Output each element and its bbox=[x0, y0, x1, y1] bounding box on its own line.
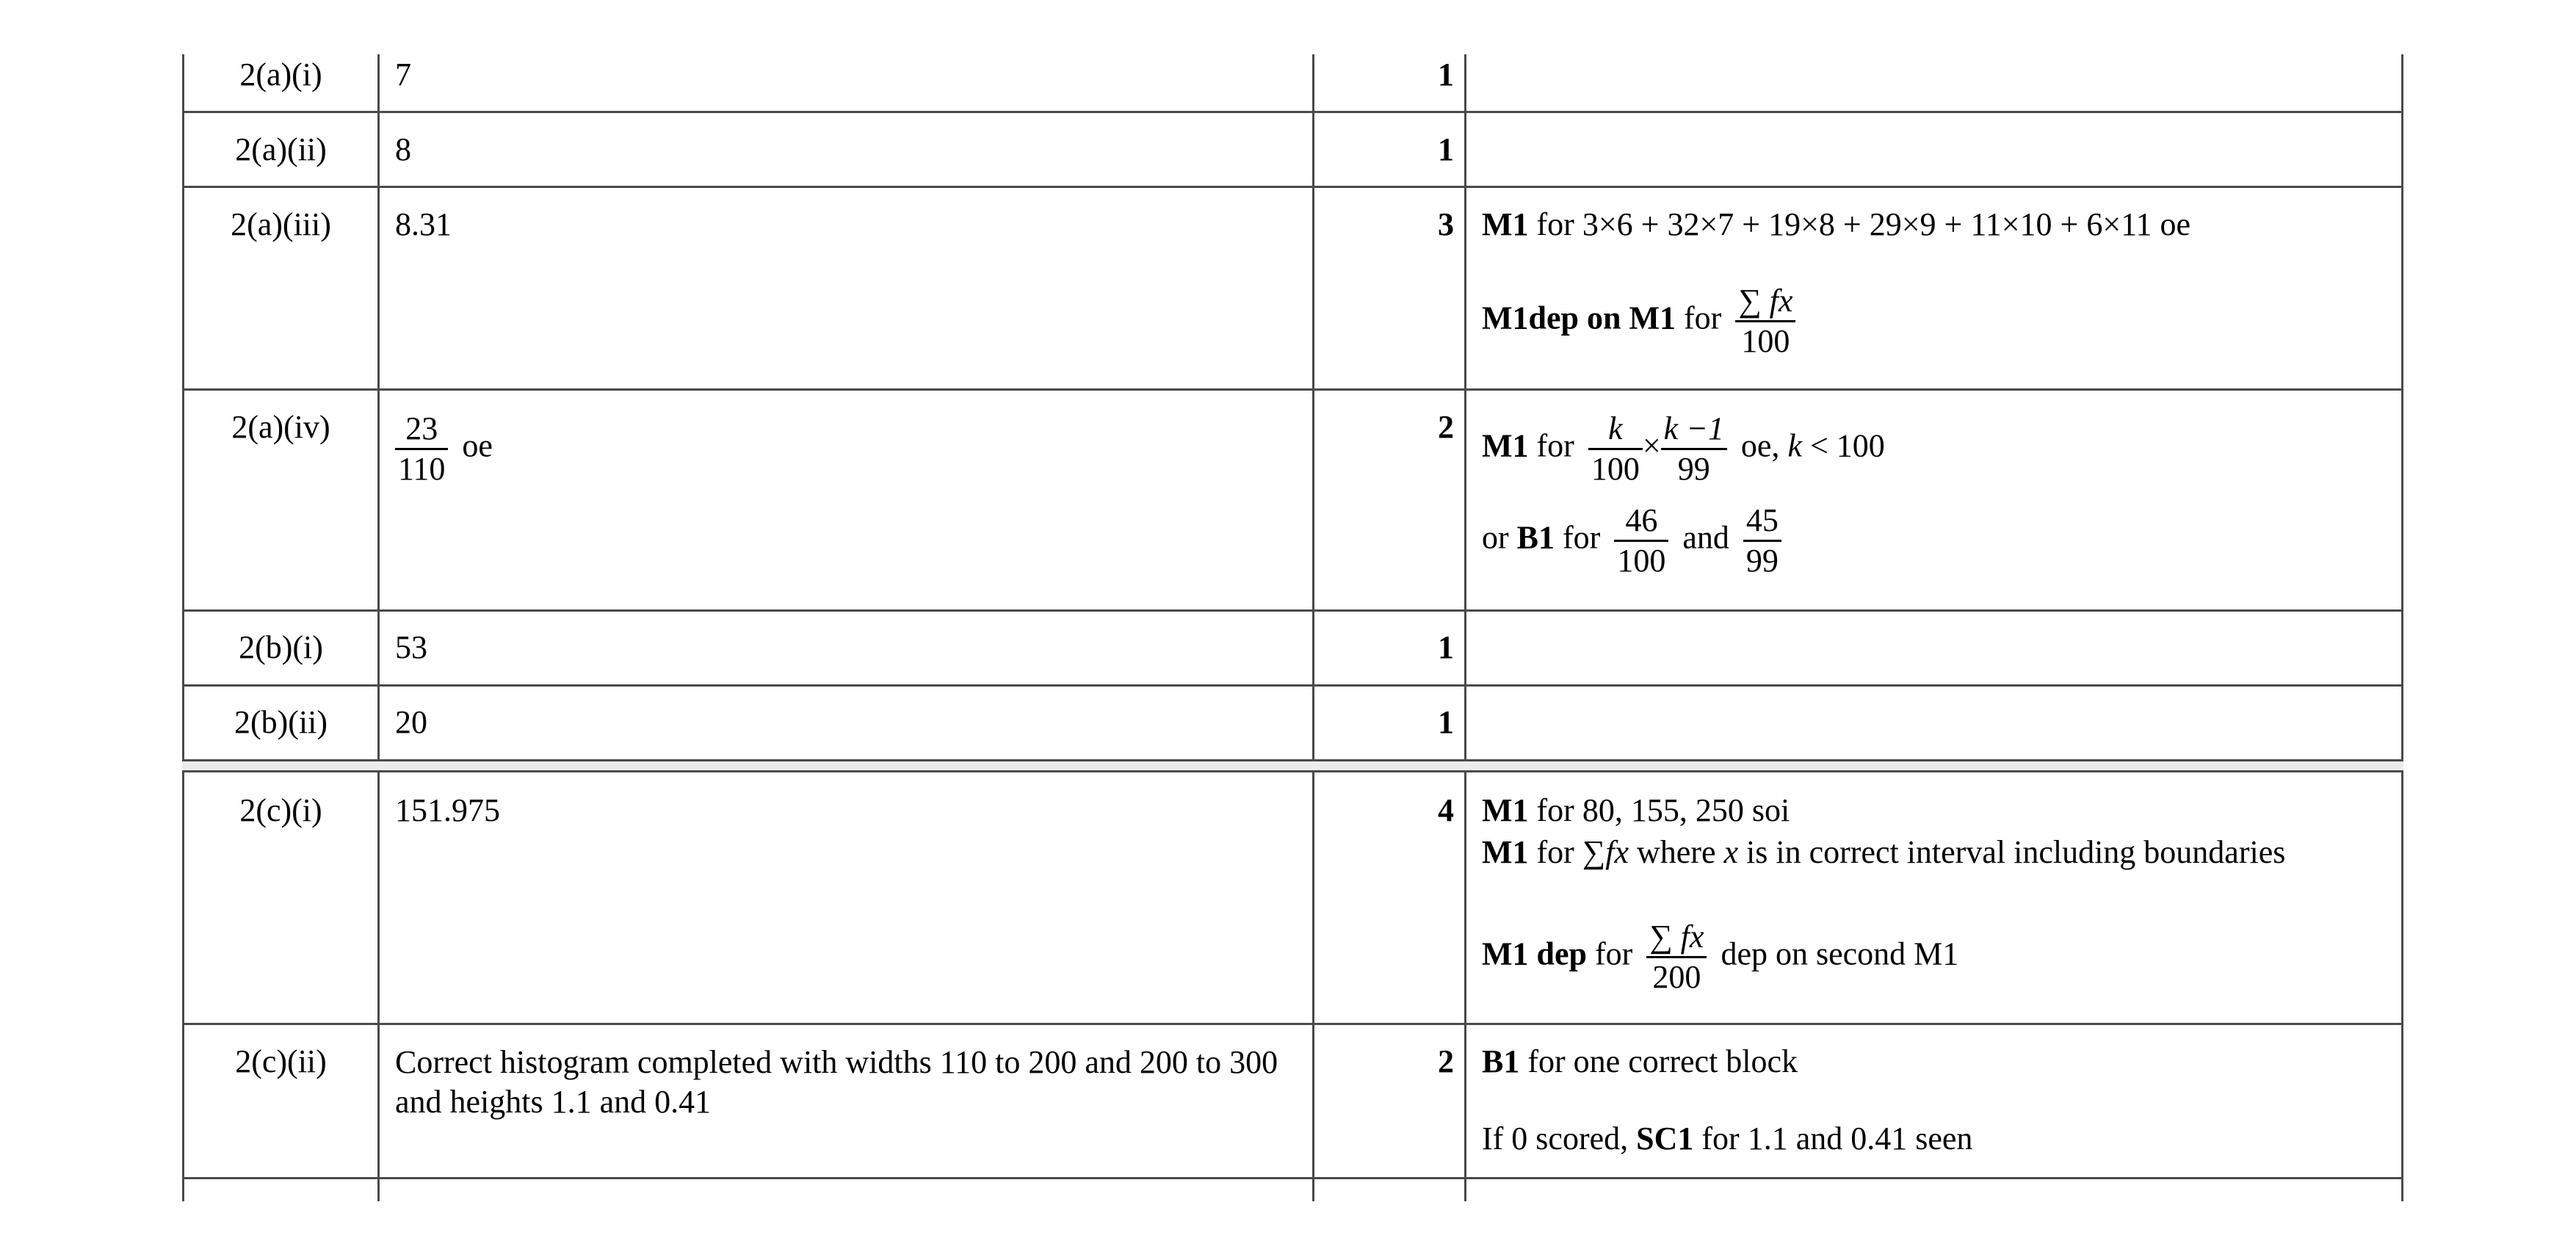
answer-suffix: oe bbox=[462, 427, 493, 464]
fraction bbox=[1735, 282, 1795, 361]
mark-code: M1 dep bbox=[1482, 935, 1587, 972]
marks-cell: 1 bbox=[1438, 629, 1454, 665]
guidance-line bbox=[1482, 502, 1787, 580]
guidance-text: or bbox=[1482, 519, 1509, 556]
answer-cell: 8 bbox=[395, 131, 411, 167]
guidance-line bbox=[1482, 207, 2190, 242]
row-divider bbox=[182, 186, 2403, 188]
mark-code: M1dep on M1 bbox=[1482, 300, 1676, 336]
fraction bbox=[1614, 502, 1668, 580]
times-symbol: × bbox=[1642, 427, 1661, 464]
guidance-text: for bbox=[1536, 427, 1574, 464]
fraction bbox=[1743, 502, 1781, 580]
guidance-line bbox=[1482, 1044, 1798, 1079]
guidance-text: for bbox=[1595, 935, 1633, 972]
fraction-numerator: ∑ fx bbox=[1646, 918, 1707, 958]
fraction bbox=[1661, 410, 1727, 488]
guidance-text: for 1.1 and 0.41 seen bbox=[1701, 1121, 1973, 1156]
variable-x: x bbox=[1723, 834, 1739, 870]
guidance-text: for one correct block bbox=[1527, 1043, 1798, 1079]
column-divider-marks bbox=[1312, 54, 1314, 1201]
answer-cell: Correct histogram completed with widths 110 to 200 and 200 to 300 and heights 1.1 and 0.41 bbox=[395, 1044, 1278, 1120]
mark-code: M1 bbox=[1482, 834, 1529, 870]
guidance-text: oe, bbox=[1740, 427, 1780, 464]
fraction-denominator: 200 bbox=[1652, 959, 1701, 995]
fraction-denominator: 99 bbox=[1677, 451, 1710, 487]
guidance-line bbox=[1482, 918, 1958, 996]
guidance-text: is in correct interval including boundaries bbox=[1746, 834, 2286, 870]
fraction-numerator: 45 bbox=[1743, 502, 1781, 542]
marks-cell: 2 bbox=[1438, 409, 1454, 445]
row-divider bbox=[182, 609, 2403, 612]
fraction-numerator: 23 bbox=[395, 410, 448, 450]
mark-code: B1 bbox=[1516, 519, 1555, 556]
guidance-text: for 3×6 + 32×7 + 19×8 + 29×9 + 11×10 + 6×11 oe bbox=[1536, 206, 2191, 242]
mark-code: M1 bbox=[1482, 792, 1529, 828]
fraction-numerator: k bbox=[1588, 410, 1643, 450]
guidance-text: for bbox=[1563, 519, 1601, 556]
marks-cell: 1 bbox=[1438, 131, 1454, 167]
guidance-text: for bbox=[1536, 834, 1574, 870]
row-divider bbox=[182, 388, 2403, 391]
answer-cell: 151.975 bbox=[395, 792, 500, 828]
guidance-line bbox=[1482, 1121, 1972, 1156]
fraction-numerator: 46 bbox=[1614, 502, 1668, 542]
answer-cell bbox=[389, 410, 493, 488]
marks-cell: 3 bbox=[1438, 206, 1454, 242]
row-divider bbox=[182, 111, 2403, 113]
fraction-denominator: 100 bbox=[1617, 543, 1666, 579]
question-number: 2(b)(i) bbox=[239, 629, 323, 665]
question-number: 2(a)(ii) bbox=[235, 131, 327, 167]
fraction-denominator: 100 bbox=[1591, 451, 1640, 487]
row-divider bbox=[182, 770, 2403, 772]
fraction-denominator: 110 bbox=[398, 451, 446, 487]
variable-k: k bbox=[1787, 427, 1802, 464]
mark-code: SC1 bbox=[1636, 1121, 1694, 1156]
mark-code: M1 bbox=[1482, 206, 1529, 242]
mark-code: B1 bbox=[1482, 1043, 1520, 1079]
guidance-text: < 100 bbox=[1809, 427, 1885, 464]
row-divider bbox=[182, 1177, 2403, 1179]
row-divider bbox=[182, 684, 2403, 687]
sigma-symbol: ∑ bbox=[1582, 834, 1606, 870]
fraction-numerator: k −1 bbox=[1661, 410, 1727, 450]
row-divider bbox=[182, 1023, 2403, 1025]
marks-cell: 1 bbox=[1438, 704, 1454, 740]
mark-code: M1 bbox=[1482, 427, 1529, 464]
row-divider bbox=[182, 759, 2403, 761]
fraction-denominator: 99 bbox=[1745, 543, 1779, 579]
marks-cell: 1 bbox=[1438, 57, 1454, 93]
answer-cell: 7 bbox=[395, 57, 411, 93]
question-number: 2(a)(iii) bbox=[231, 206, 331, 242]
answer-cell: 8.31 bbox=[395, 206, 452, 242]
fraction-denominator: 100 bbox=[1741, 323, 1790, 359]
guidance-line bbox=[1482, 793, 1790, 828]
variable-fx: fx bbox=[1605, 834, 1629, 870]
answer-cell: 20 bbox=[395, 704, 427, 740]
guidance-line bbox=[1482, 410, 1885, 488]
guidance-text: and bbox=[1682, 519, 1729, 556]
guidance-text: where bbox=[1636, 834, 1716, 870]
question-number: 2(b)(ii) bbox=[234, 704, 328, 740]
marks-cell: 4 bbox=[1438, 792, 1454, 828]
guidance-text: for 80, 155, 250 soi bbox=[1536, 792, 1790, 828]
marks-cell: 2 bbox=[1438, 1043, 1454, 1079]
guidance-text: for bbox=[1684, 300, 1722, 336]
question-number: 2(a)(i) bbox=[239, 57, 322, 93]
guidance-text: If 0 scored, bbox=[1482, 1121, 1629, 1156]
fraction bbox=[1646, 918, 1707, 996]
fraction bbox=[395, 410, 448, 488]
table-border-right bbox=[2401, 54, 2403, 1201]
guidance-text: dep on second M1 bbox=[1721, 935, 1959, 972]
guidance-line bbox=[1482, 282, 1801, 361]
column-divider-guidance bbox=[1464, 54, 1466, 1201]
answer-cell: 53 bbox=[395, 629, 427, 665]
guidance-line bbox=[1482, 835, 2285, 870]
fraction bbox=[1588, 410, 1643, 488]
question-number: 2(c)(i) bbox=[239, 792, 322, 828]
question-number: 2(c)(ii) bbox=[235, 1043, 327, 1079]
fraction-numerator: ∑ fx bbox=[1735, 282, 1795, 322]
question-number: 2(a)(iv) bbox=[231, 409, 330, 445]
